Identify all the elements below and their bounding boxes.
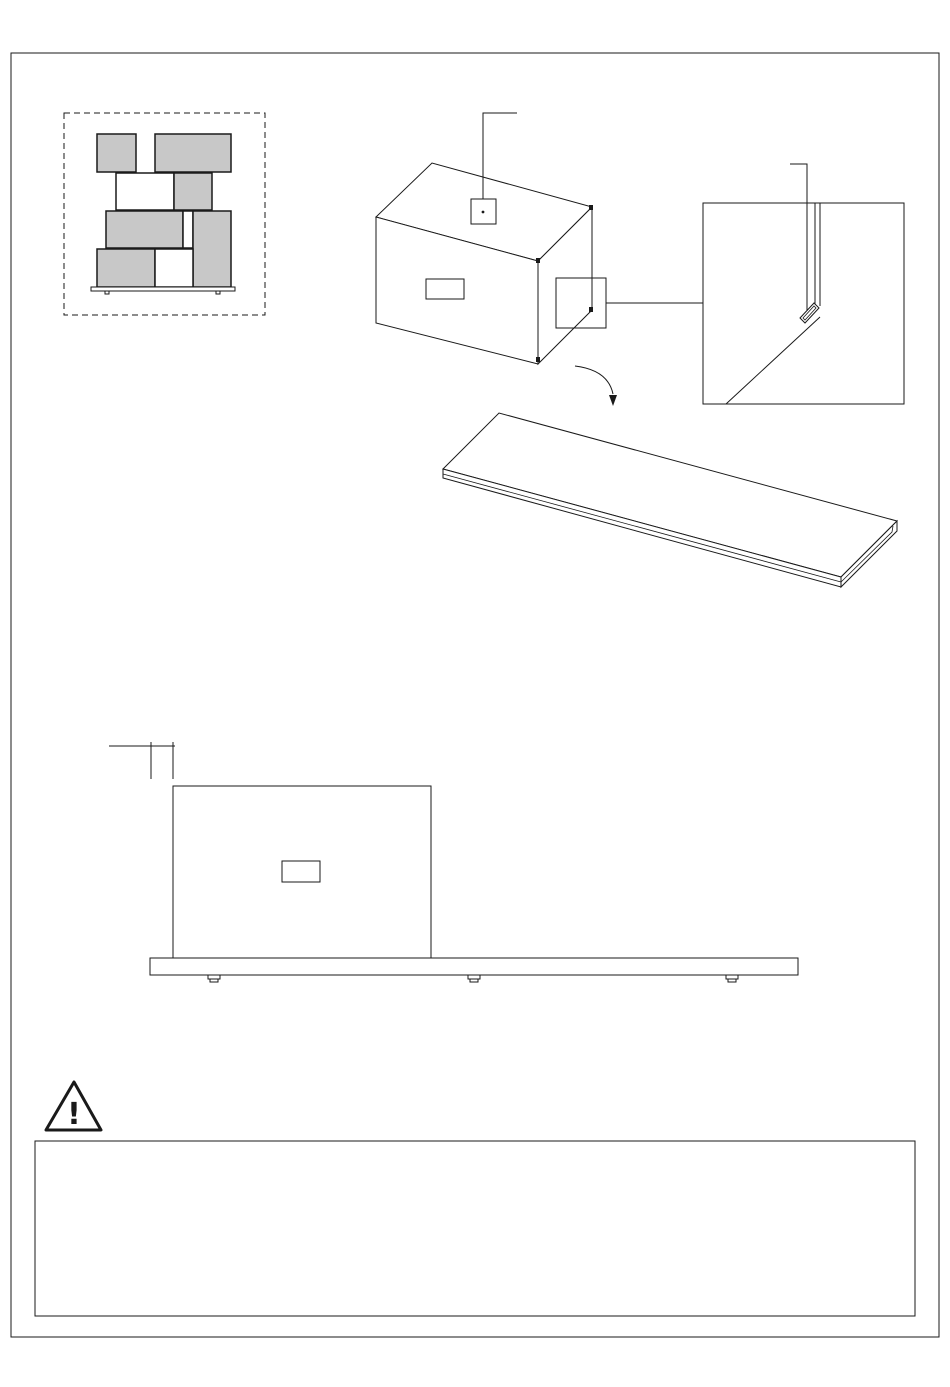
overview-block xyxy=(155,134,231,172)
overview-block xyxy=(106,211,183,248)
corner-bracket xyxy=(536,357,540,362)
elevation-foot xyxy=(208,975,220,979)
zoom-detail xyxy=(703,164,904,404)
curved-arrow-head xyxy=(609,395,617,406)
isometric-panel xyxy=(443,413,897,587)
elevation-foot xyxy=(470,979,478,982)
overview-foot xyxy=(216,291,220,294)
overview-block xyxy=(155,249,193,287)
overview-block xyxy=(97,249,155,287)
top-detail-dot xyxy=(482,211,485,214)
elevation-foot xyxy=(210,979,218,982)
overview-block xyxy=(97,134,136,172)
warning-text-box xyxy=(35,1141,915,1316)
overview-base xyxy=(91,287,235,291)
warning-section xyxy=(35,1082,915,1316)
overview-block xyxy=(183,211,193,248)
elevation-foot xyxy=(726,975,738,979)
curved-arrow-path xyxy=(575,366,613,394)
corner-bracket xyxy=(589,205,593,210)
overview-block xyxy=(116,173,174,210)
zoom-detail-frame xyxy=(703,203,904,404)
elevation-foot xyxy=(728,979,736,982)
rotate-arrow xyxy=(575,366,617,406)
overview-block xyxy=(193,211,231,287)
box-front-label xyxy=(426,279,464,299)
corner-bracket xyxy=(589,307,593,312)
warning-glyph: ! xyxy=(67,1097,81,1132)
elevation-base-plinth xyxy=(150,958,798,975)
overview-block xyxy=(174,173,212,210)
elevation-foot xyxy=(468,975,480,979)
overview-inset xyxy=(64,113,265,315)
overview-foot xyxy=(105,291,109,294)
elevation-cabinet-label xyxy=(282,861,320,882)
side-elevation xyxy=(109,742,798,982)
corner-bracket xyxy=(536,258,540,263)
isometric-box xyxy=(376,113,703,364)
